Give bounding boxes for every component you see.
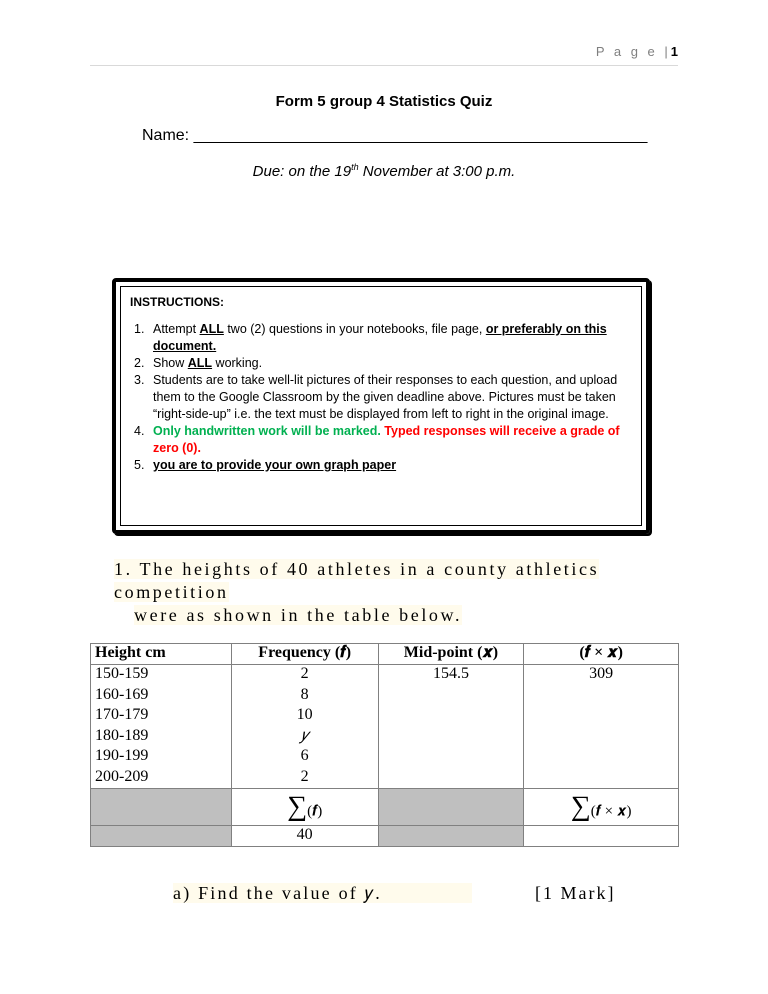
instruction-item: 4. Only handwritten work will be marked. Typed responses will receive a grade of zero (0).: [134, 424, 620, 455]
table-row: 170-179 10: [91, 706, 679, 727]
fx-answer-cell[interactable]: [524, 706, 679, 727]
name-label: Name:: [142, 127, 190, 144]
instructions-list: [130, 321, 638, 474]
page-number: P a g e |1: [595, 44, 678, 59]
table-row: 180-189 𝑦: [91, 727, 679, 748]
shaded-cell: [378, 789, 524, 826]
instruction-item: 3. Students are to take well-lit pictures of their responses to each question, and upload them to the Google Classroom by the given deadline above. Pictures must be taken “right-side-up” i.e. the text must be displayed from left to right in the original image.: [134, 373, 618, 421]
name-field[interactable]: [142, 127, 647, 145]
question-1: 1. The heights of 40 athletes in a county athletics competition were as shown in the table below.: [114, 559, 600, 625]
table-row: 160-169 8: [91, 686, 679, 707]
header-fx: (𝒇 × 𝒙): [524, 644, 679, 665]
shaded-cell: [91, 789, 232, 826]
instruction-item: 5. you are to provide your own graph paper: [134, 458, 397, 472]
fx-answer-cell[interactable]: [524, 686, 679, 707]
fx-answer-cell[interactable]: [524, 747, 679, 768]
midpoint-answer-cell[interactable]: [378, 706, 524, 727]
header-frequency: Frequency (𝒇): [231, 644, 378, 665]
midpoint-answer-cell[interactable]: [378, 747, 524, 768]
instruction-item: 2. Show ALL working.: [134, 356, 263, 370]
shaded-cell: [91, 826, 232, 847]
fx-answer-cell[interactable]: [524, 727, 679, 748]
marks-label: [1 Mark]: [535, 883, 616, 903]
instructions-heading: INSTRUCTIONS:: [130, 295, 224, 309]
sum-fx-label: ∑(𝒇 × 𝒙): [524, 789, 679, 826]
instruction-item: 1. Attempt ALL two (2) questions in your notebooks, file page, or preferably on this document.: [134, 322, 607, 353]
header-rule: [90, 65, 678, 66]
midpoint-answer-cell[interactable]: [378, 686, 524, 707]
instructions-box: [112, 278, 650, 534]
shaded-cell: [378, 826, 524, 847]
midpoint-answer-cell[interactable]: [378, 768, 524, 789]
total-row: [91, 826, 679, 847]
fx-answer-cell[interactable]: [524, 768, 679, 789]
header-midpoint: Mid-point (𝒙): [378, 644, 524, 665]
total-frequency: 40: [231, 826, 378, 847]
table-row: 190-199 6: [91, 747, 679, 768]
header-height: Height cm: [91, 644, 232, 665]
frequency-table: [90, 643, 679, 847]
table-row: 200-209 2: [91, 768, 679, 789]
total-fx-answer-cell[interactable]: [524, 826, 679, 847]
midpoint-answer-cell[interactable]: [378, 727, 524, 748]
question-part-a: a) Find the value of 𝑦.: [173, 883, 472, 904]
table-row: 150-159 2 154.5 309: [91, 665, 679, 686]
document-title: Form 5 group 4 Statistics Quiz: [275, 93, 493, 110]
name-blank-line[interactable]: ___________________________________________________: [193, 127, 648, 144]
due-date: Due: on the 19th November at 3:00 p.m.: [252, 162, 516, 180]
sum-row: [91, 789, 679, 826]
sum-frequency-label: ∑(𝒇): [231, 789, 378, 826]
